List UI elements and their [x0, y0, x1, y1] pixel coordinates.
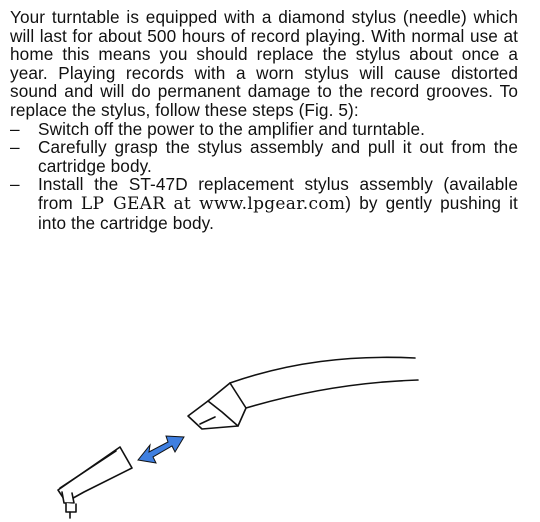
step-dash: – [10, 118, 20, 139]
vendor-name: LP GEAR [80, 193, 166, 214]
paren-close: ) [345, 192, 352, 213]
stylus-replacement-figure [0, 320, 540, 522]
instruction-text [10, 8, 518, 232]
step-text-after: by gently pushing it into the cartridge body. [38, 192, 518, 233]
vendor-website: www.lpgear.com [199, 193, 346, 214]
cartridge-body [188, 383, 246, 429]
stylus-tip [66, 503, 76, 512]
tonearm [230, 357, 415, 383]
step-text: Switch off the power to the amplifier and turntable. [38, 118, 426, 139]
stylus-grip [62, 492, 74, 503]
step-item [10, 138, 518, 175]
step-dash: – [10, 174, 20, 195]
double-arrow-icon [138, 436, 184, 463]
step-dash: – [10, 137, 20, 158]
step-item [10, 175, 518, 232]
tonearm-lower-edge [246, 380, 418, 408]
step-text: Carefully grasp the stylus assembly and pull it out from the cartridge body. [38, 137, 518, 176]
step-text-before: Install the ST-47D replacement stylus assembly (available from [38, 174, 518, 213]
intro-paragraph: Your turntable is equipped with a diamond stylus (needle) which will last for about 500 hours of record playing. With normal use at home this means you should replace the stylus about once a year. Playing records with a worn stylus will cause distorted sound and will do permanent damage to the record grooves. To replace the stylus, follow these steps (Fig. 5): [10, 7, 518, 120]
step-text [38, 175, 518, 232]
step-item [10, 120, 518, 139]
vendor-at: at [173, 193, 192, 214]
